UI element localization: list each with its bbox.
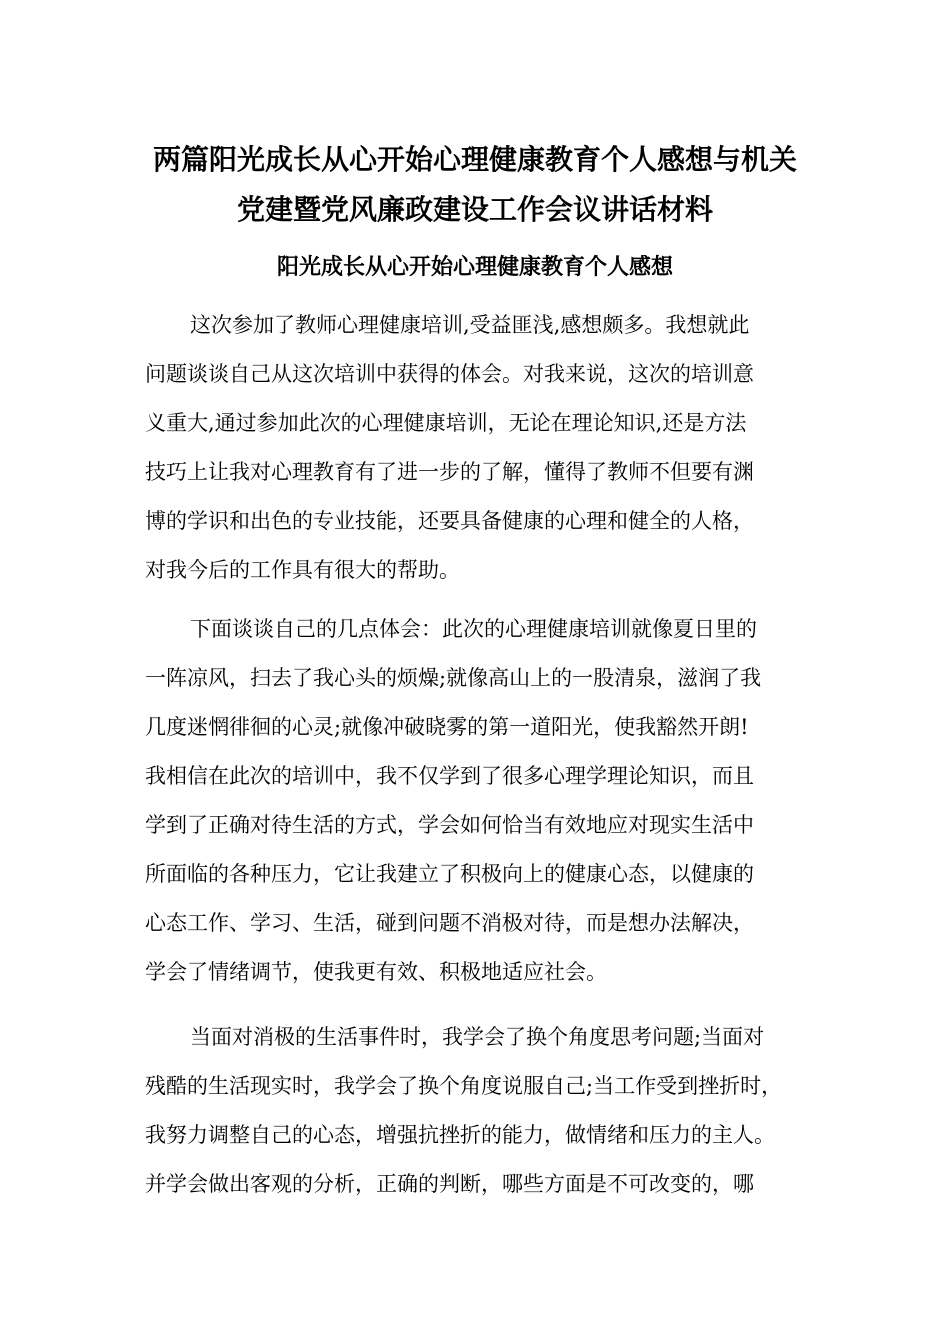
paragraph-1-line-4: 技巧上让我对心理教育有了进一步的了解，懂得了教师不但要有渊 xyxy=(145,460,754,484)
paragraph-2-line-6: 所面临的各种压力，它让我建立了积极向上的健康心态，以健康的 xyxy=(145,862,754,886)
paragraph-3-line-3: 我努力调整自己的心态，增强抗挫折的能力，做情绪和压力的主人。 xyxy=(145,1123,775,1147)
paragraph-2-line-7: 心态工作、学习、生活，碰到问题不消极对待，而是想办法解决， xyxy=(145,911,754,935)
paragraph-2-line-2: 一阵凉风，扫去了我心头的烦燥;就像高山上的一股清泉，滋润了我 xyxy=(145,666,762,690)
paragraph-2-line-3: 几度迷惘徘徊的心灵;就像冲破晓雾的第一道阳光，使我豁然开朗! xyxy=(145,715,749,739)
paragraph-2-line-8: 学会了情绪调节，使我更有效、积极地适应社会。 xyxy=(145,960,607,984)
paragraph-2-line-1: 下面谈谈自己的几点体会：此次的心理健康培训就像夏日里的 xyxy=(190,617,757,641)
paragraph-3-line-1: 当面对消极的生活事件时，我学会了换个角度思考问题;当面对 xyxy=(190,1025,765,1049)
paragraph-1-line-2: 问题谈谈自己从这次培训中获得的体会。对我来说，这次的培训意 xyxy=(145,362,754,386)
document-title-line-2: 党建暨党风廉政建设工作会议讲话材料 xyxy=(236,193,713,226)
paragraph-1-line-6: 对我今后的工作具有很大的帮助。 xyxy=(145,558,460,582)
paragraph-1-line-1: 这次参加了教师心理健康培训,受益匪浅,感想颇多。我想就此 xyxy=(190,313,750,337)
paragraph-3-line-4: 并学会做出客观的分析，正确的判断，哪些方面是不可改变的，哪 xyxy=(145,1172,754,1196)
paragraph-1-line-5: 博的学识和出色的专业技能，还要具备健康的心理和健全的人格， xyxy=(145,509,754,533)
paragraph-3-line-2: 残酷的生活现实时，我学会了换个角度说服自己;当工作受到挫折时， xyxy=(145,1074,783,1098)
document-title-line-1: 两篇阳光成长从心开始心理健康教育个人感想与机关 xyxy=(152,143,797,176)
section-subtitle: 阳光成长从心开始心理健康教育个人感想 xyxy=(276,255,673,280)
paragraph-1-line-3: 义重大,通过参加此次的心理健康培训，无论在理论知识,还是方法 xyxy=(145,411,747,435)
paragraph-2-line-4: 我相信在此次的培训中，我不仅学到了很多心理学理论知识，而且 xyxy=(145,764,754,788)
paragraph-2-line-5: 学到了正确对待生活的方式，学会如何恰当有效地应对现实生活中 xyxy=(145,813,754,837)
